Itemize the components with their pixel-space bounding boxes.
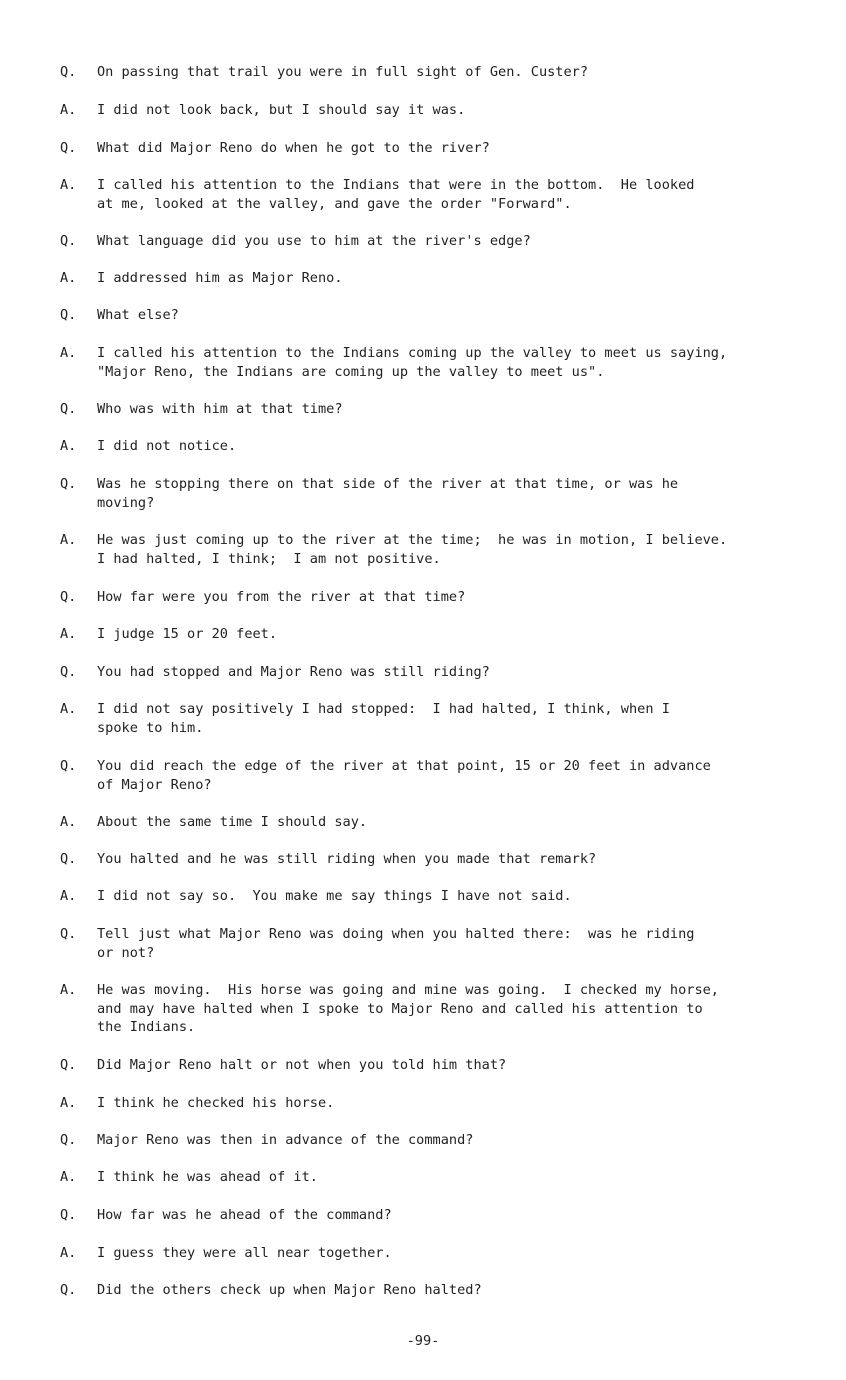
answer-entry xyxy=(60,625,805,644)
entry-text: I judge 15 or 20 feet. xyxy=(97,626,278,642)
entry-text: You did reach the edge of the river at that point, 15 or 20 feet in advance of Major Reno? xyxy=(97,758,711,793)
entry-label: Q. xyxy=(60,476,77,492)
question-entry xyxy=(60,1206,805,1225)
question-entry xyxy=(60,475,805,512)
entry-text: On passing that trail you were in full sight of Gen. Custer? xyxy=(97,64,589,80)
entry-text: What did Major Reno do when he got to the river? xyxy=(97,140,490,156)
entry-label: A. xyxy=(60,626,77,642)
entry-label: A. xyxy=(60,270,77,286)
entry-label: Q. xyxy=(60,140,77,156)
entry-label: A. xyxy=(60,701,77,717)
entry-text: I did not look back, but I should say it was. xyxy=(97,102,466,118)
answer-entry xyxy=(60,176,805,213)
entry-label: Q. xyxy=(60,64,77,80)
entry-label: A. xyxy=(60,102,77,118)
question-entry xyxy=(60,663,805,682)
entry-label: Q. xyxy=(60,233,77,249)
entry-label: Q. xyxy=(60,589,77,605)
answer-entry xyxy=(60,1168,805,1187)
entry-label: A. xyxy=(60,1245,77,1261)
entry-label: Q. xyxy=(60,1057,77,1073)
entry-label: A. xyxy=(60,1095,77,1111)
entry-text: I did not say positively I had stopped: I had halted, I think, when I spoke to him. xyxy=(97,701,670,736)
entry-text: How far was he ahead of the command? xyxy=(97,1207,392,1223)
question-entry xyxy=(60,925,805,962)
entry-text: Major Reno was then in advance of the command? xyxy=(97,1132,474,1148)
question-entry xyxy=(60,588,805,607)
entry-label: Q. xyxy=(60,758,77,774)
entry-label: A. xyxy=(60,177,77,193)
entry-text: I did not notice. xyxy=(97,438,237,454)
entry-label: A. xyxy=(60,888,77,904)
entry-text: You had stopped and Major Reno was still riding? xyxy=(97,664,490,680)
entry-text: What language did you use to him at the river's edge? xyxy=(97,233,531,249)
entry-text: Was he stopping there on that side of the river at that time, or was he moving? xyxy=(97,476,679,511)
entry-text: I addressed him as Major Reno. xyxy=(97,270,343,286)
entry-label: A. xyxy=(60,345,77,361)
entry-label: A. xyxy=(60,1169,77,1185)
answer-entry xyxy=(60,1094,805,1113)
entry-text: I think he was ahead of it. xyxy=(97,1169,318,1185)
entry-text: About the same time I should say. xyxy=(97,814,368,830)
entry-label: Q. xyxy=(60,1132,77,1148)
answer-entry xyxy=(60,269,805,288)
entry-text: You halted and he was still riding when you made that remark? xyxy=(97,851,597,867)
answer-entry xyxy=(60,344,805,381)
answer-entry xyxy=(60,700,805,737)
entry-text: He was just coming up to the river at the time; he was in motion, I believe. I had halted, I think; I am not positive. xyxy=(97,532,728,567)
answer-entry xyxy=(60,531,805,568)
question-entry xyxy=(60,757,805,794)
entry-label: A. xyxy=(60,532,77,548)
answer-entry xyxy=(60,813,805,832)
entry-label: A. xyxy=(60,982,77,998)
entry-label: Q. xyxy=(60,926,77,942)
question-entry xyxy=(60,306,805,325)
entry-text: I think he checked his horse. xyxy=(97,1095,335,1111)
entry-label: Q. xyxy=(60,851,77,867)
entry-label: Q. xyxy=(60,1207,77,1223)
answer-entry xyxy=(60,887,805,906)
entry-text: Did Major Reno halt or not when you told him that? xyxy=(97,1057,507,1073)
entry-label: Q. xyxy=(60,401,77,417)
entry-text: I called his attention to the Indians coming up the valley to meet us saying, "Major Reno, the Indians are coming up the valley to meet us". xyxy=(97,345,728,380)
answer-entry xyxy=(60,437,805,456)
entry-label: A. xyxy=(60,814,77,830)
question-entry xyxy=(60,63,805,82)
answer-entry xyxy=(60,981,805,1037)
entry-text: Who was with him at that time? xyxy=(97,401,343,417)
page-number: -99- xyxy=(406,1333,440,1349)
entry-label: Q. xyxy=(60,307,77,323)
entry-text: I called his attention to the Indians that were in the bottom. He looked at me, looked at the valley, and gave the order "Forward". xyxy=(97,177,695,212)
entry-text: Tell just what Major Reno was doing when you halted there: was he riding or not? xyxy=(97,926,695,961)
answer-entry xyxy=(60,1244,805,1263)
entry-text: He was moving. His horse was going and mine was going. I checked my horse, and may have halted when I spoke to Major Reno and called his attention to the Indians. xyxy=(97,982,719,1036)
question-entry xyxy=(60,850,805,869)
entry-label: Q. xyxy=(60,664,77,680)
question-entry xyxy=(60,232,805,251)
question-entry xyxy=(60,1281,805,1300)
answer-entry xyxy=(60,101,805,120)
entry-text: I guess they were all near together. xyxy=(97,1245,392,1261)
question-entry xyxy=(60,1131,805,1150)
question-entry xyxy=(60,400,805,419)
entry-text: How far were you from the river at that time? xyxy=(97,589,466,605)
entry-label: A. xyxy=(60,438,77,454)
entry-text: I did not say so. You make me say things I have not said. xyxy=(97,888,572,904)
question-entry xyxy=(60,139,805,158)
entry-text: What else? xyxy=(97,307,179,323)
entry-label: Q. xyxy=(60,1282,77,1298)
entry-text: Did the others check up when Major Reno halted? xyxy=(97,1282,482,1298)
question-entry xyxy=(60,1056,805,1075)
